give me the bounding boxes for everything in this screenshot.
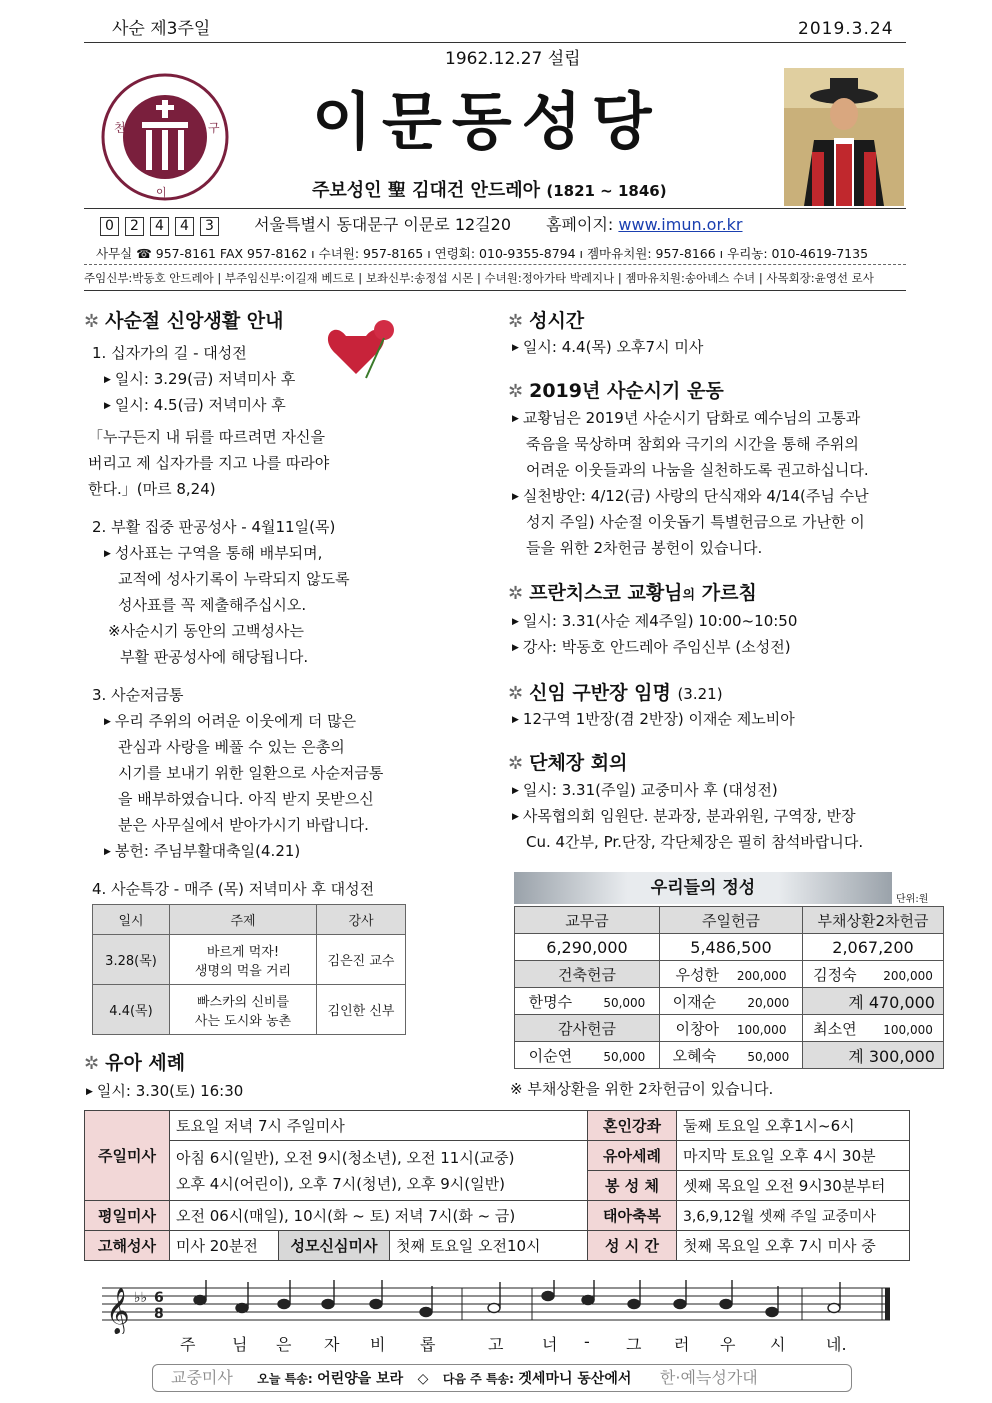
holy-hour-label: 성 시 간 — [588, 1231, 677, 1261]
contact-rule — [84, 264, 906, 265]
scripture-line-1: 「누구든지 내 뒤를 따르려면 자신을 — [88, 428, 325, 446]
donor-amount: 20,000 — [747, 995, 790, 1010]
donor-name: 최소연 — [813, 1019, 857, 1038]
lent-movement-line-1-text: 교황님은 2019년 사순시기 담화로 예수님의 고통과 — [522, 409, 861, 427]
postal-digit: 4 — [175, 217, 194, 236]
mass-schedule-table — [84, 1110, 910, 1261]
top-rule — [84, 42, 906, 43]
week-label: 사순 제3주일 — [112, 19, 211, 39]
offering-header: 교무금 — [515, 907, 660, 934]
lent-item-1: 1. 십자가의 길 - 대성전 — [92, 344, 247, 362]
triangle-bullet-icon: ▶ — [512, 643, 519, 653]
homepage-link[interactable]: www.imun.or.kr — [618, 215, 743, 234]
weekday-mass-label: 평일미사 — [85, 1201, 170, 1231]
lent-item-4: 4. 사순특강 - 매주 (목) 저녁미사 후 대성전 — [92, 880, 375, 898]
flower-icon: ✲ — [508, 381, 524, 402]
donor-cell — [660, 988, 803, 1015]
lent-movement-line-5: 성지 주일) 사순절 이웃돕기 특별헌금으로 가난한 이 — [526, 513, 865, 531]
lyric-syllable: 은 — [276, 1335, 292, 1354]
lent-item-2-line-2: 교적에 성사기록이 누락되지 않도록 — [118, 570, 350, 588]
triangle-bullet-icon: ▶ — [512, 492, 519, 502]
donor-amount: 50,000 — [747, 1049, 790, 1064]
sunday-mass-times-line: 아침 6시(일반), 오전 9시(청소년), 오전 11시(교중) — [176, 1148, 515, 1167]
contact-line: 사무실 ☎ 957-8161 FAX 957-8162 ı 수녀원: 957-8165 ı 연령회: 010-9355-8794 ı 젬마유치원: 957-8166 ı 우리농: 010-4619-7135 — [96, 246, 869, 261]
donor-cell — [803, 1015, 944, 1042]
group-meeting-line-1 — [512, 803, 856, 830]
lent-item-2-note-1: ※사순시기 동안의 고백성사는 — [108, 622, 304, 640]
homepage-label: 홈페이지: — [546, 215, 614, 234]
offering-note: ※ 부채상환을 위한 2차헌금이 있습니다. — [510, 1080, 774, 1098]
holy-hour-date — [512, 334, 703, 361]
saint-portrait-image — [784, 68, 904, 206]
lent-item-1-date-1 — [104, 366, 295, 393]
donor-amount: 100,000 — [883, 1022, 933, 1037]
infant-baptism-date — [86, 1078, 243, 1105]
building-fund-total: 계 470,000 — [803, 988, 944, 1015]
lecture-topic — [170, 985, 317, 1035]
donor-amount: 50,000 — [603, 1049, 646, 1064]
donor-cell — [660, 1015, 803, 1042]
pope-teaching-date — [512, 608, 797, 635]
donor-name: 우성한 — [675, 965, 720, 984]
lent-guide-heading — [84, 306, 284, 333]
staff-line: 주임신부:박동호 안드레아 | 부주임신부:이길재 베드로 | 보좌신부:송정섭 시몬 | 수녀원:정아가타 박레지나 | 젬마유치원:송아녜스 수녀 | 사목회장:윤영선 로사 — [84, 271, 874, 285]
scripture-line-2: 버리고 제 십자가를 지고 나를 따라야 — [88, 454, 330, 472]
fetus-blessing-value: 3,6,9,12월 셋째 주일 교중미사 — [677, 1201, 910, 1231]
lecture-topic-line: 생명의 먹을 거리 — [194, 963, 292, 979]
lent-movement-title: 2019년 사순시기 운동 — [529, 380, 724, 402]
donor-amount: 200,000 — [736, 968, 787, 983]
triangle-bullet-icon: ▶ — [104, 717, 111, 727]
new-leader-title: 신임 구반장 임명 — [529, 682, 671, 704]
infant-baptism-value: 마지막 토요일 오후 4시 30분 — [677, 1141, 910, 1171]
triangle-bullet-icon: ▶ — [104, 847, 111, 857]
marriage-course-label: 혼인강좌 — [588, 1111, 677, 1141]
lecture-speaker: 김은진 교수 — [317, 935, 406, 985]
group-meeting-title: 단체장 회의 — [529, 752, 628, 774]
communion-sick-label: 봉 성 체 — [588, 1171, 677, 1201]
rose-heart-image — [326, 314, 404, 384]
donor-cell — [660, 961, 803, 988]
donor-cell — [803, 961, 944, 988]
infant-baptism-title: 유아 세례 — [105, 1052, 186, 1074]
group-meeting-line-1-text: 사목협의회 임원단. 분과장, 분과위원, 구역장, 반장 — [522, 807, 856, 825]
weekday-mass-value: 오전 06시(매일), 10시(화 ~ 토) 저녁 7시(화 ~ 금) — [170, 1201, 588, 1231]
donor-cell — [515, 1042, 660, 1069]
group-meeting-line-2: Cu. 4간부, Pr.단장, 각단체장은 필히 참석바랍니다. — [526, 833, 864, 851]
triangle-bullet-icon: ▶ — [104, 549, 111, 559]
new-leader-date: (3.21) — [677, 685, 723, 703]
lent-movement-line-2: 죽음을 묵상하며 참회와 극기의 시간을 통해 주위의 — [526, 435, 859, 453]
donor-amount: 50,000 — [603, 995, 646, 1010]
lent-item-2-line-3: 성사표를 꼭 제출해주십시오. — [118, 596, 307, 614]
holy-hour-date-text: 일시: 4.4(목) 오후7시 미사 — [522, 338, 704, 356]
postal-digit: 0 — [100, 217, 119, 236]
lyric-syllable: 고 — [488, 1335, 504, 1354]
lyric-syllable: 님 — [232, 1335, 248, 1354]
triangle-bullet-icon: ▶ — [512, 786, 519, 796]
offering-header: 주일헌금 — [660, 907, 803, 934]
new-leader-line-text: 12구역 1반장(겸 2반장) 이재순 제노비아 — [522, 710, 795, 728]
svg-text:이: 이 — [156, 186, 167, 199]
lyric-syllable: 그 — [626, 1335, 642, 1354]
donor-amount: 100,000 — [736, 1022, 787, 1037]
lyric-syllable: 시 — [770, 1335, 786, 1354]
thanks-offering-label: 감사헌금 — [515, 1015, 660, 1042]
bulletin-date: 2019.3.24 — [798, 19, 894, 39]
lent-item-3-offering-text: 봉헌: 주님부활대축일(4.21) — [114, 842, 301, 860]
lyric-syllable: 롭 — [420, 1335, 436, 1354]
lent-item-3: 3. 사순저금통 — [92, 686, 184, 704]
triangle-bullet-icon: ▶ — [512, 617, 519, 627]
lent-guide-title: 사순절 신앙생활 안내 — [105, 310, 284, 332]
new-leader-line — [512, 706, 795, 733]
pope-teaching-title-end: 가르침 — [701, 582, 757, 604]
donor-name: 오혜숙 — [672, 1046, 717, 1065]
group-meeting-date — [512, 777, 778, 804]
triangle-bullet-icon: ▶ — [104, 401, 111, 411]
sunday-mass-times-line: 오후 4시(어린이), 오후 7시(청년), 오후 9시(일반) — [176, 1174, 505, 1193]
patron-saint-line — [312, 176, 667, 202]
today-song-label: 오늘 특송: — [257, 1372, 313, 1386]
lent-item-3-offering — [104, 838, 300, 865]
lecture-table — [92, 904, 406, 1035]
offering-value: 5,486,500 — [660, 934, 803, 961]
lent-item-1-date-1-text: 일시: 3.29(금) 저녁미사 후 — [114, 370, 296, 388]
hymn-lyrics — [180, 1332, 880, 1356]
street-address: 서울특별시 동대문구 이문로 12길20 — [254, 215, 511, 234]
communion-sick-value: 셋째 목요일 오전 9시30분부터 — [677, 1171, 910, 1201]
lyric-syllable: 우 — [720, 1335, 736, 1354]
flower-icon: ✲ — [508, 753, 524, 774]
lecture-topic-line: 바르게 먹자! — [206, 944, 280, 960]
donor-cell — [515, 988, 660, 1015]
marian-mass-label: 성모신심미사 — [279, 1231, 390, 1261]
svg-text:8: 8 — [154, 1306, 164, 1322]
next-song-label: 다음 주 특송: — [442, 1372, 514, 1386]
svg-text:𝄞: 𝄞 — [106, 1288, 130, 1334]
next-song: 겟세마니 동산에서 — [518, 1371, 632, 1387]
lent-item-2: 2. 부활 집중 판공성사 - 4월11일(목) — [92, 518, 336, 536]
offering-unit: 단위:원 — [896, 894, 929, 905]
patron-years: (1821 ~ 1846) — [546, 182, 667, 200]
holy-hour-heading — [508, 306, 584, 333]
flower-icon: ✲ — [508, 583, 524, 604]
donor-cell — [660, 1042, 803, 1069]
svg-text:천: 천 — [114, 121, 126, 135]
lent-item-2-line-1-text: 성사표는 구역을 통해 배부되며, — [114, 544, 323, 562]
infant-baptism-date-text: 일시: 3.30(토) 16:30 — [96, 1082, 244, 1100]
lecture-date: 3.28(목) — [93, 935, 170, 985]
building-fund-label: 건축헌금 — [515, 961, 660, 988]
triangle-bullet-icon: ▶ — [104, 375, 111, 385]
today-song: 어린양을 보라 — [317, 1371, 404, 1387]
holy-hour-value: 첫째 목요일 오후 7시 미사 중 — [677, 1231, 910, 1261]
new-leader-heading — [508, 678, 723, 705]
thanks-offering-total: 계 300,000 — [803, 1042, 944, 1069]
flower-icon: ✲ — [508, 683, 524, 704]
sunday-mass-times — [170, 1141, 588, 1201]
fetus-blessing-label: 태아축복 — [588, 1201, 677, 1231]
lecture-header: 일시 — [93, 905, 170, 935]
infant-baptism-heading — [84, 1048, 185, 1075]
offering-table — [514, 906, 944, 1069]
lecture-date: 4.4(목) — [93, 985, 170, 1035]
pope-teaching-speaker — [512, 634, 791, 661]
group-meeting-heading — [508, 748, 627, 775]
donor-amount: 200,000 — [883, 968, 933, 983]
lent-item-3-line-1 — [104, 708, 356, 735]
lent-movement-line-6: 들을 위한 2차헌금 봉헌이 있습니다. — [526, 539, 763, 557]
triangle-bullet-icon: ▶ — [512, 343, 519, 353]
lyric-syllable: 주 — [180, 1335, 196, 1354]
choir-name: 한·예늑성가대 — [659, 1368, 758, 1387]
lent-movement-heading — [508, 376, 724, 403]
donor-name: 이창아 — [675, 1019, 720, 1038]
flower-icon: ✲ — [508, 311, 524, 332]
donor-name: 이순연 — [528, 1046, 573, 1065]
svg-text:구: 구 — [208, 121, 220, 135]
lyric-syllable: - — [584, 1332, 590, 1351]
lent-movement-line-4 — [512, 483, 869, 510]
offering-banner — [514, 872, 892, 904]
lent-item-2-note-2: 부활 판공성사에 해당됩니다. — [120, 648, 309, 666]
lent-item-1-date-2 — [104, 392, 286, 419]
footer-separator-icon: ◇ — [417, 1371, 429, 1387]
offering-title: 우리들의 정성 — [650, 878, 756, 898]
pope-teaching-speaker-text: 강사: 박동호 안드레아 주임신부 (소성전) — [522, 638, 791, 656]
lyric-syllable: 러 — [674, 1335, 690, 1354]
triangle-bullet-icon: ▶ — [86, 1087, 93, 1097]
founded-date: 1962.12.27 설립 — [445, 49, 581, 69]
lyric-syllable: 비 — [370, 1335, 386, 1354]
confession-value: 미사 20분전 — [170, 1231, 279, 1261]
staff-rule — [84, 290, 906, 291]
offering-value: 2,067,200 — [803, 934, 944, 961]
header-rule — [84, 208, 906, 209]
flower-icon: ✲ — [84, 1053, 100, 1074]
parish-title: 이문동성당 — [312, 85, 662, 158]
lent-item-3-line-1-text: 우리 주위의 어려운 이웃에게 더 많은 — [114, 712, 357, 730]
lecture-header: 강사 — [317, 905, 406, 935]
triangle-bullet-icon: ▶ — [512, 414, 519, 424]
offering-value: 6,290,000 — [515, 934, 660, 961]
pope-teaching-title: 프란치스코 교황님 — [529, 582, 683, 604]
pope-teaching-particle: 의 — [682, 588, 696, 603]
holy-hour-title: 성시간 — [529, 310, 585, 332]
donor-name: 한명수 — [528, 992, 573, 1011]
patron-label: 주보성인 聖 김대건 안드레아 — [312, 180, 541, 201]
lent-item-3-line-3: 시기를 보내기 위한 일환으로 사순저금통 — [118, 764, 384, 782]
postal-digit: 2 — [125, 217, 144, 236]
lent-item-3-line-5: 분은 사무실에서 받아가시기 바랍니다. — [118, 816, 369, 834]
lecture-topic-line: 빠스카의 신비를 — [196, 994, 290, 1010]
svg-text:♭♭: ♭♭ — [134, 1290, 148, 1306]
postal-digit: 4 — [150, 217, 169, 236]
donor-name: 이재순 — [672, 992, 717, 1011]
svg-text:6: 6 — [154, 1290, 164, 1306]
lent-item-2-line-1 — [104, 540, 322, 567]
lecture-topic-line: 사는 도시와 농촌 — [194, 1013, 292, 1029]
lyric-syllable: 자 — [324, 1335, 340, 1354]
sunday-mass-label: 주일미사 — [85, 1111, 170, 1201]
footer-mass-label: 교중미사 — [171, 1368, 233, 1387]
postal-digit: 3 — [200, 217, 219, 236]
lyric-syllable: 네. — [826, 1335, 847, 1354]
confession-label: 고해성사 — [85, 1231, 170, 1261]
triangle-bullet-icon: ▶ — [512, 812, 519, 822]
lecture-speaker: 김인한 신부 — [317, 985, 406, 1035]
infant-baptism-label: 유아세례 — [588, 1141, 677, 1171]
church-seal-logo — [90, 72, 240, 202]
lent-item-3-line-2: 관심과 사랑을 베풀 수 있는 은총의 — [118, 738, 345, 756]
offering-header: 부채상환2차헌금 — [803, 907, 944, 934]
lecture-topic — [170, 935, 317, 985]
pope-teaching-date-text: 일시: 3.31(사순 제4주일) 10:00~10:50 — [522, 612, 798, 630]
pope-teaching-heading — [508, 578, 757, 605]
flower-icon: ✲ — [84, 311, 100, 332]
donor-name: 김정숙 — [813, 965, 857, 984]
lent-item-3-line-4: 을 배부하였습니다. 아직 받지 못받으신 — [118, 790, 374, 808]
lyric-syllable: 너 — [542, 1335, 558, 1354]
lecture-header: 주제 — [170, 905, 317, 935]
lent-movement-line-1 — [512, 405, 860, 432]
triangle-bullet-icon: ▶ — [512, 715, 519, 725]
marian-mass-value: 첫째 토요일 오전10시 — [390, 1231, 588, 1261]
lent-movement-line-3: 어려운 이웃들과의 나눔을 실천하도록 권고하십니다. — [526, 461, 869, 479]
scripture-line-3: 한다.」(마르 8,24) — [88, 480, 216, 498]
address-line — [100, 212, 743, 238]
group-meeting-date-text: 일시: 3.31(주일) 교중미사 후 (대성전) — [522, 781, 778, 799]
lent-movement-line-4-text: 실천방안: 4/12(금) 사랑의 단식재와 4/14(주님 수난 — [522, 487, 869, 505]
music-staff — [96, 1280, 896, 1334]
lent-item-1-date-2-text: 일시: 4.5(금) 저녁미사 후 — [114, 396, 286, 414]
sunday-mass-saturday: 토요일 저녁 7시 주일미사 — [170, 1111, 588, 1141]
marriage-course-value: 둘째 토요일 오후1시~6시 — [677, 1111, 910, 1141]
choir-footer — [152, 1364, 852, 1392]
